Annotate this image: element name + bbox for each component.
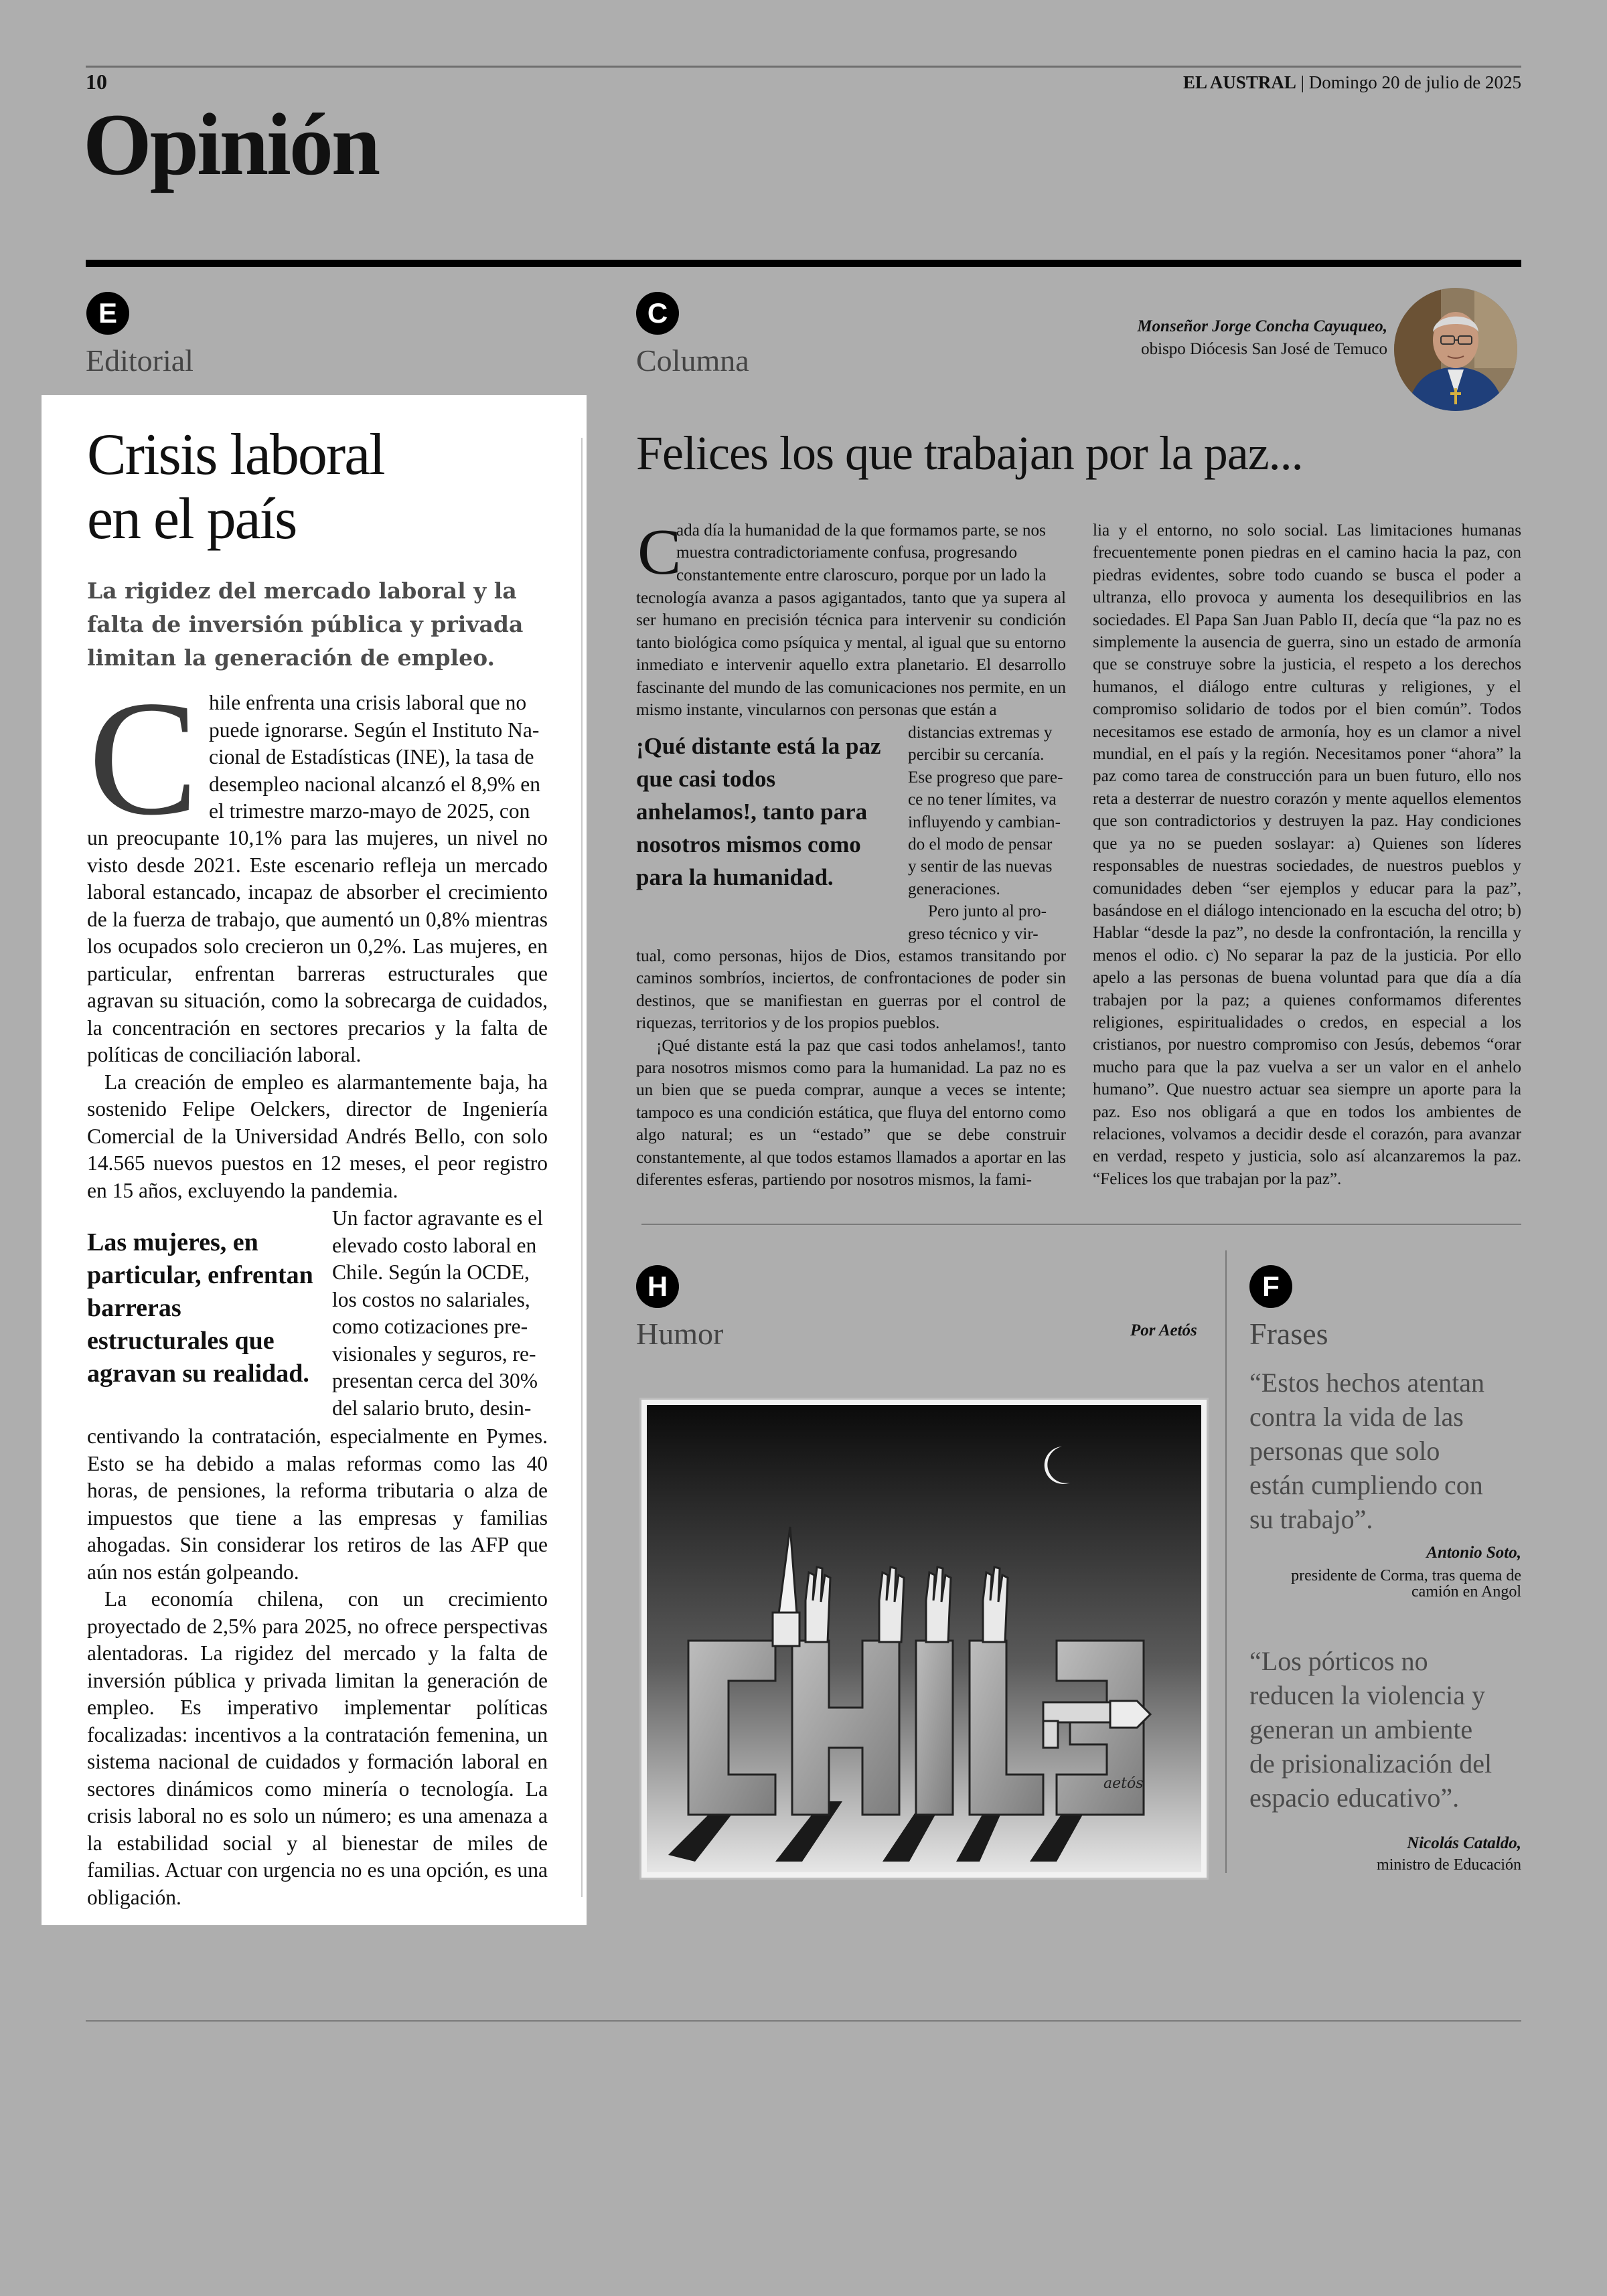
editorial-drop-cap: C [88, 667, 199, 849]
column-pull-quote: ¡Qué distante está la paz que casi todos anhelamos!, tanto para nosotros mismos como para la humanidad. [636, 733, 881, 890]
editorial-line: desempleo nacional alcanzó el 8,9% en [209, 772, 541, 796]
frase-role: ministro de Educación [1377, 1856, 1521, 1874]
humor-byline: Por Aetós [1130, 1321, 1197, 1339]
column-line: influyendo y cambian- [908, 813, 1061, 831]
editorial-line: puede ignorarse. Según el Instituto Na- [209, 718, 540, 742]
editorial-line: Chile. Según la OCDE, [332, 1260, 530, 1284]
frase-line: personas que solo [1249, 1436, 1440, 1466]
editorial-paragraph: un preocupante 10,1% para las mujeres, un nivel no visto desde 2021. Este escenario refleja un mercado laboral estancado, incapaz de absorber el crecimiento de la fuerza de trabajo, que aumentó un 0,8% mientras los ocupados solo crecieron un 0,2%. Las mujeres, en particular, enfrentan barreras estructurales que agravan su situación, como la sobrecarga de cuidados, la concentración en sectores precarios y la falta de políticas de conciliación laboral. [87, 826, 548, 1066]
editorial-badge: E [86, 292, 129, 335]
editorial-headline-line-2: en el país [87, 487, 297, 552]
editorial-line: los costos no salariales, [332, 1287, 530, 1311]
column-line: y sentir de las nuevas [908, 857, 1053, 876]
column-headline: Felices los que trabajan por la paz... [636, 426, 1303, 480]
frases-kicker: Frases [1249, 1317, 1328, 1351]
editorial-line: el trimestre marzo-mayo de 2025, con [209, 799, 530, 823]
column-line: Ese progreso que pare- [908, 768, 1063, 787]
bottom-rule [86, 2020, 1521, 2022]
editorial-paragraph: La economía chilena, con un crecimiento proyectado de 2,5% para 2025, no ofrece perspectivas alentadoras. La rigidez del mercado y la falta de inversión pública y privada limitan la generación de empleo. Es imperativo implementar políticas focalizadas: incentivos a la contratación femenina, un sistema nacional de cuidados y formación laboral en sectores dinámicos como minería o tecnología. La crisis laboral no es solo un número; es una amenaza a la estabilidad social y al bienestar de miles de familias. Actuar con urgencia no es una opción, es una obligación. [87, 1587, 548, 1909]
column-author-name: Monseñor Jorge Concha Cayuqueo, [1137, 317, 1387, 335]
column-lines-a [676, 519, 1066, 586]
editorial-pull-quote: Las mujeres, en particular, enfrentan barreras estructurales que agravan su realidad. [87, 1228, 313, 1388]
frase-quote [1249, 1644, 1524, 1815]
editorial-paragraph: centivando la contratación, especialmente en Pymes. Esto se ha debido a malas reformas como las 40 horas, de pensiones, la reforma tributaria o alza de impuestos que tiene a las empresas y familias ahogadas. Sin considerar los retiros de las AFP que aún nos están golpeando. [87, 1424, 548, 1584]
frase-line: reducen la violencia y [1249, 1680, 1486, 1710]
humor-kicker: Humor [636, 1317, 724, 1351]
frase-line: su trabajo”. [1249, 1504, 1373, 1534]
humor-badge: H [636, 1265, 679, 1308]
column-line: Pero junto al pro- [928, 902, 1047, 921]
column-line: ce no tener límites, va [908, 791, 1057, 809]
editorial-line: visionales y seguros, re- [332, 1341, 536, 1366]
frase-role: presidente de Corma, tras quema de camión en Angol [1291, 1567, 1521, 1601]
section-rule [86, 260, 1521, 267]
issue-date: Domingo 20 de julio de 2025 [1308, 72, 1521, 92]
editorial-line: elevado costo laboral en [332, 1233, 537, 1257]
column-line: distancias extremas y [908, 724, 1053, 742]
frases-badge: F [1249, 1265, 1292, 1308]
editorial-text-bottom [87, 1423, 548, 1911]
editorial-line: cional de Estadísticas (INE), la tasa de [209, 745, 534, 768]
editorial-text-top [87, 825, 548, 1204]
section-divider [641, 1224, 1521, 1225]
frase-line: espacio educativo”. [1249, 1783, 1460, 1813]
column-line: do el modo de pensar [908, 835, 1053, 854]
column-paragraph: tual, como personas, hijos de Dios, estamos transitando por caminos sombríos, inciertos, de confrontaciones de poder sin destinos, que se manifiestan en guerras por el control de riquezas, territorios y de los propios pueblos. [636, 947, 1066, 1033]
masthead: EL AUSTRAL | Domingo 20 de julio de 2025 [1183, 72, 1521, 92]
top-rule [86, 66, 1521, 68]
column-author-role: obispo Diócesis San José de Temuco [1141, 340, 1387, 358]
frase-line: generan un ambiente [1249, 1714, 1473, 1744]
column-text-lower [636, 945, 1066, 1191]
editorial-paragraph: La creación de empleo es alarmantemente baja, ha sostenido Felipe Oelckers, director de Ingeniería Comercial de la Universidad Andrés Bello, con solo 14.565 nuevos puestos en 12 meses, el peor registro en 15 años, excluyendo la pandemia. [87, 1070, 548, 1202]
column-paragraph: lia y el entorno, no solo social. Las limitaciones humanas frecuentemente ponen piedras en el camino hacia la paz, con piedras evidentes, sobre todo cuando se busca el poder a ultranza, ello provoca y aumenta los desequilibrios en las sociedades. El Papa San Juan Pablo II, decía que “la paz no es simplemente la ausencia de guerra, sino un estado de armonía que se construye sobre la justicia, el respeto a los derechos humanos, el diálogo entre culturas y religiones, y el compromiso solidario de todos por el bien común”. Todos necesitamos ese estado de armonía, hoy es un clamor a nivel mundial, en el país y la región. Necesitamos poner “ahora” la paz como tarea de construcción para un buen futuro, ello nos reta a desterrar de nuestro corazón y mente aquellos elementos que son contradictorios y destruyen la paz. Hay condiciones que ya no se pueden soslayar: a) Quienes son líderes responsables de nuestras sociedades, de nuestros pueblos y comunidades deben “ser ejemplos y educar para la paz”, basándose en el diálogo intencionado en la escucha del otro; b) Hablar “desde la paz”, no desde la confrontación, la rencilla y menos el odio. c) No separar la paz de la justicia. Por ello apelo a las personas de buena voluntad para que día a día trabajen por la paz; a quienes conformamos diferentes religiones, espiritualidades o credos, en especial a los cristianos, por nuestro compromiso con Jesús, debemos “orar mucho para que la paz vuelva a ser un valor en el anhelo humano”. Que nuestro actuar sea siempre un aporte para la paz. Eso nos obligará a que en todos los ambientes de relaciones, volvamos a decidir desde el corazón, para avanzar en verdad, respeto y justicia, solo así alcanzaremos la paz. “Felices los que trabajan por la paz”. [1093, 521, 1521, 1188]
publication-name: EL AUSTRAL [1183, 72, 1296, 92]
column-line: greso técnico y vir- [908, 924, 1039, 943]
editorial-headline [87, 423, 542, 552]
column-lines-b [908, 722, 1066, 945]
column-drop-cap: C [637, 516, 682, 588]
frase-line: de prisionalización del [1249, 1748, 1493, 1779]
column-line: constantemente entre claroscuro, porque por un lado la [676, 566, 1047, 584]
page-number: 10 [86, 70, 107, 94]
frase-line: “Los pórticos no [1249, 1646, 1428, 1676]
frase-author: Antonio Soto, [1426, 1544, 1521, 1562]
column-line: ada día la humanidad de la que formamos parte, se nos [676, 521, 1046, 540]
column-line: percibir su cercanía. [908, 746, 1045, 764]
editorial-kicker: Editorial [86, 343, 194, 378]
column-paragraph: tecnología avanza a pasos agigantados, tanto que ya supera al ser humano en precisión técnica para intervenir su condición tanto biológica como psíquica y mental, al igual que su entorno inmediato e intervenir aquello extra planetario. El desarrollo fascinante del mundo de las comunicaciones nos permite, en un mismo instante, vincularnos con personas que están a [636, 589, 1066, 720]
frase-line: contra la vida de las [1249, 1402, 1464, 1432]
cartoon [639, 1398, 1209, 1880]
editorial-line: como cotizaciones pre- [332, 1315, 528, 1338]
cartoon-signature: aetós [1103, 1775, 1144, 1792]
frase-line: están cumpliendo con [1249, 1470, 1483, 1500]
column-line: muestra contradictoriamente confusa, progresando [676, 544, 1018, 562]
author-portrait-icon [1394, 288, 1517, 411]
column-paragraph: ¡Qué distante está la paz que casi todos anhelamos!, tanto para nosotros mismos como para la humanidad. La paz no es un bien que se pueda comprar, aunque a veces se intente; tampoco es una condición estática, que fluya del entorno como algo natural; es un “estado” que se debe construir constantemente, al que todos estamos llamados a aportar en las diferentes esferas, partiendo por nosotros mismos, la fami- [636, 1036, 1066, 1190]
editorial-line: del salario bruto, desin- [332, 1396, 532, 1420]
cartoon-chile-icon [641, 1400, 1207, 1878]
editorial-lines-b [332, 1205, 548, 1422]
column-line: generaciones. [908, 880, 1000, 898]
editorial-line: Un factor agravante es el [332, 1206, 543, 1230]
editorial-deck: La rigidez del mercado laboral y la falta de inversión pública y privada limitan la generación de empleo. [87, 578, 524, 671]
editorial-line: hile enfrenta una crisis laboral que no [209, 691, 527, 714]
column-kicker: Columna [636, 343, 749, 378]
frase-line: “Estos hechos atentan [1249, 1368, 1484, 1398]
editorial-lines-a [209, 689, 548, 825]
frase-quote [1249, 1366, 1524, 1536]
frase-author: Nicolás Cataldo, [1407, 1834, 1521, 1852]
editorial-inner-rule [581, 438, 583, 1897]
frases-rule [1225, 1250, 1227, 1873]
editorial-line: presentan cerca del 30% [332, 1369, 538, 1392]
editorial-headline-line-1: Crisis laboral [87, 422, 384, 487]
column-badge: C [636, 292, 679, 335]
section-title: Opinión [83, 95, 379, 193]
avatar [1394, 288, 1517, 411]
